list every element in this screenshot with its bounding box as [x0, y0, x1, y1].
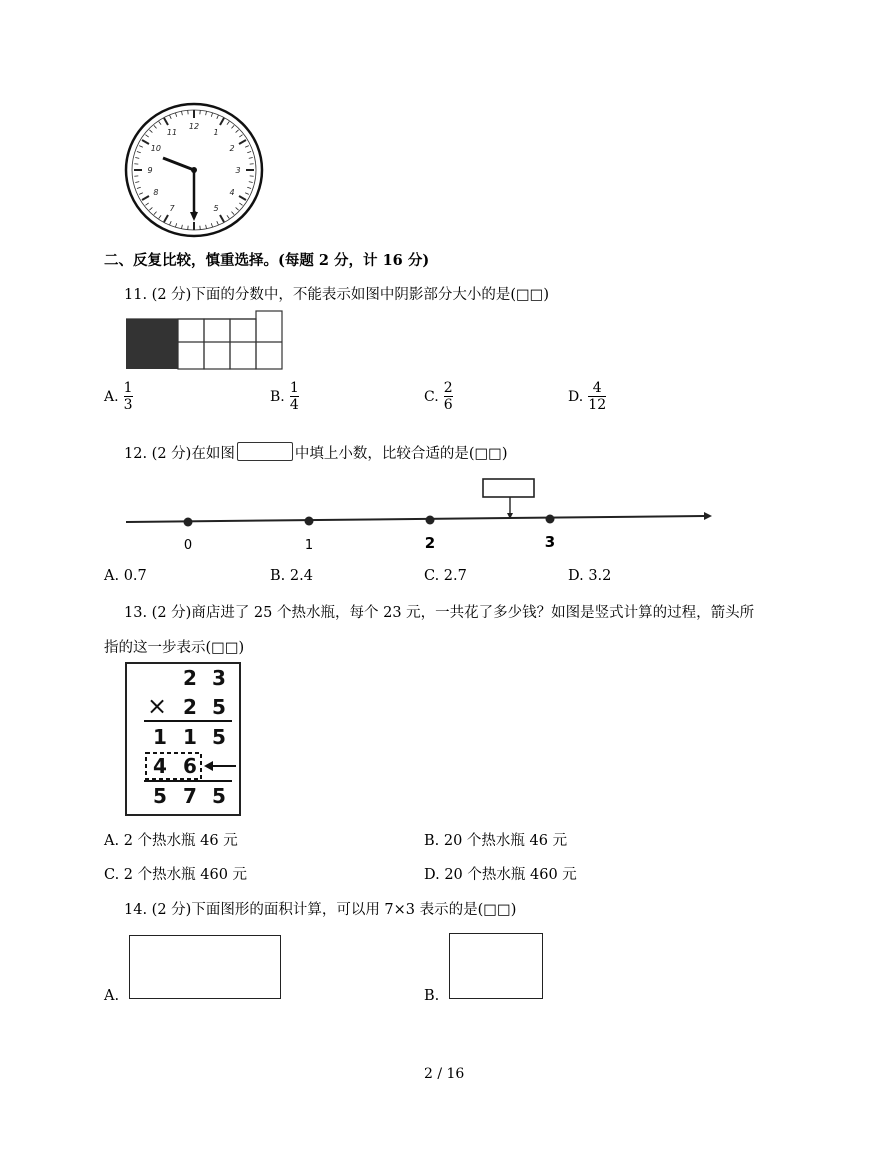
fraction: $\frac{2}{6}$: [443, 380, 453, 413]
calc-digit: 3: [212, 666, 226, 690]
tick-label-2: 2: [424, 534, 436, 552]
calc-digit: 6: [183, 754, 197, 778]
clock-figure: [120, 100, 270, 240]
q12-number-line: [120, 472, 715, 554]
q12-stem-part2: 中填上小数，比较合适的是(□□): [294, 446, 508, 462]
calc-digit: 5: [212, 784, 226, 808]
calc-digit: 1: [153, 725, 167, 749]
clock-numeral: 7: [169, 204, 175, 214]
tick-label-3: 3: [544, 533, 556, 551]
calc-digit: 1: [183, 725, 197, 749]
clock-numeral: 3: [235, 166, 241, 175]
q11-option-a[interactable]: [104, 380, 133, 413]
clock-numeral: 2: [229, 144, 235, 153]
section-title: 二、反复比较，慎重选择。(每题 2 分，计 16 分): [104, 252, 430, 269]
q13-vertical-multiplication: [124, 661, 244, 819]
fraction: $\frac{4}{12}$: [588, 380, 607, 413]
q13-option-d[interactable]: D. 20 个热水瓶 460 元: [424, 867, 577, 883]
calc-digit: 5: [212, 725, 226, 749]
q12-option-a[interactable]: A. 0.7: [104, 568, 147, 584]
clock-numeral: 4: [229, 188, 235, 197]
clock-numeral: 9: [147, 166, 153, 175]
clock-numeral: 5: [213, 204, 219, 214]
calc-digit: 2: [183, 666, 197, 690]
multiply-sign: ×: [146, 692, 168, 720]
q11-shaded-figure: [124, 309, 284, 371]
q13-stem-line2: 指的这一步表示(□□): [104, 640, 245, 656]
calc-digit: 2: [183, 695, 197, 719]
option-label: C.: [424, 389, 439, 405]
page-number: 2 / 16: [424, 1066, 465, 1082]
clock-numeral: 10: [150, 144, 161, 153]
clock-numeral: 12: [188, 122, 200, 131]
tick-label-1: 1: [304, 538, 314, 553]
fraction: $\frac{1}{4}$: [289, 380, 299, 413]
q11-option-c[interactable]: [424, 380, 453, 413]
q14-stem: 14. (2 分)下面图形的面积计算，可以用 7×3 表示的是(□□): [124, 902, 517, 918]
tick-label-0: 0: [183, 538, 193, 553]
q12-option-d[interactable]: D. 3.2: [568, 568, 612, 584]
calc-digit: 4: [153, 754, 167, 778]
q14-option-b-label[interactable]: B.: [424, 988, 440, 1004]
clock-numeral: 11: [166, 127, 178, 137]
clock-numeral: 8: [153, 188, 159, 197]
q13-option-c[interactable]: C. 2 个热水瓶 460 元: [104, 867, 248, 883]
option-label: D.: [568, 389, 584, 405]
calc-digit: 7: [183, 784, 197, 808]
q14-option-a-rectangle[interactable]: [129, 935, 281, 999]
q12-option-c[interactable]: C. 2.7: [424, 568, 467, 584]
fraction: $\frac{1}{3}$: [123, 380, 133, 413]
q11-option-d[interactable]: [568, 380, 606, 413]
q14-option-a-label[interactable]: A.: [104, 988, 120, 1004]
q12-option-b[interactable]: B. 2.4: [270, 568, 313, 584]
calc-digit: 5: [153, 784, 167, 808]
q13-stem-line1: 13. (2 分)商店进了 25 个热水瓶，每个 23 元，一共花了多少钱？如图是竖式计算的过程，箭头所: [124, 605, 755, 621]
q13-option-b[interactable]: B. 20 个热水瓶 46 元: [424, 833, 568, 849]
q12-stem: [124, 442, 508, 463]
q12-stem-part1: 12. (2 分)在如图: [124, 446, 235, 462]
q11-option-b[interactable]: [270, 380, 299, 413]
q14-option-b-rectangle[interactable]: [449, 933, 543, 999]
answer-box-icon: [237, 442, 293, 461]
calc-digit: 5: [212, 695, 226, 719]
option-label: A.: [104, 389, 119, 405]
q13-option-a[interactable]: A. 2 个热水瓶 46 元: [104, 833, 238, 849]
q11-stem: 11. (2 分)下面的分数中，不能表示如图中阴影部分大小的是(□□): [124, 287, 550, 303]
clock-numeral: 1: [213, 127, 219, 137]
option-label: B.: [270, 389, 285, 405]
